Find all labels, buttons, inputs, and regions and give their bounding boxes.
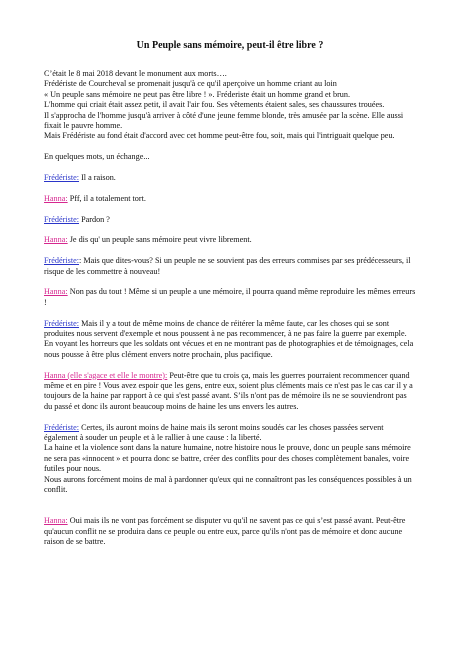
speaker-frederiste: Frédériste: [44,173,80,183]
intro-line: L'homme qui criait était assez petit, il avait l'air fou. Ses vêtements étaient sales, ses chaussures trouées. [44,100,385,110]
intro-line: Frédériste de Courcheval se promenait jusqu'à ce qu'il aperçoive un homme criant au loin [44,79,337,89]
intro-line: Il s'approcha de l'homme jusqu'à arriver à côté d'une jeune femme blonde, très amusée par la scène. Elle aussi fixait le pauvre homme. [44,110,404,131]
speaker-hanna-annotated: Hanna (elle s'agace et elle le montre): [44,370,168,380]
dialogue-text: Oui mais ils ne vont pas forcément se disputer vu qu'il ne savent pas ce qui s’est passé avant. Peut-être qu'aucun conflit ne se produira dans ce peuple ou entre eux, parce qu'ils n'ont pas de mémoire et donc aucune raison de se battre. [44,516,406,547]
intro-paragraph [44,69,416,142]
speaker-frederiste: Frédériste: [44,256,80,266]
intro-line: « Un peuple sans mémoire ne peut pas être libre ! ». Fréderiste était un homme grand et brun. [44,89,351,99]
dialogue-line [44,235,416,245]
dialogue-text: Non pas du tout ! Même si un peuple a une mémoire, il pourra quand même reproduire les mêmes erreurs ! [44,287,416,307]
dialogue-line [44,287,416,308]
dialogue-line [44,215,416,225]
dialogue-text: Mais il y a tout de même moins de chance de réitérer la même faute, car les choses qui se sont produites nous servent d'exemple et nous poussent à ne pas recommencer, à ne pas faire la guerre par exemple. En voyant les horreurs que les soldats ont vécues et en ne montrant pas de photographies et de témoignages, cela nous pousse à être plus clément envers notre prochain, plus pacifique. [44,318,414,359]
dialogue-line [44,371,416,413]
speaker-hanna: Hanna: [44,193,68,203]
speaker-hanna: Hanna: [44,516,68,526]
speaker-hanna: Hanna: [44,287,68,297]
speaker-frederiste: Frédériste: [44,214,80,224]
dialogue-text: Pff, il a totalement tort. [67,193,146,203]
speaker-hanna: Hanna: [44,235,68,245]
dialogue-line [44,173,416,183]
intro-line: Mais Frédériste au fond était d'accord avec cet homme peut-être fou, soit, mais qui l'intriguait quelque peu. [44,131,395,141]
dialogue-text: Il a raison. [79,173,116,183]
speaker-frederiste: Frédériste: [44,318,80,328]
dialogue-text: Je dis qu' un peuple sans mémoire peut vivre librement. [67,235,252,245]
dialogue-line [44,516,416,547]
dialogue-text: Peut-être que tu crois ça, mais les guerres pourraient recommencer quand même et en pire ! Vous avez espoir que les gens, entre eux, soient plus cléments mais ce n'est pas le cas car il y a toujours de la haine par rapport à ce qui s'est passé avant. S’ils n'ont pas de mémoire ils ne se souviendront pas du passé et donc ils auront beaucoup moins de haine les uns envers les autres. [44,370,413,411]
blank-line [44,506,416,516]
dialogue-text: Nous aurons forcément moins de mal à pardonner qu'eux qui ne connaîtront pas les conséquences possibles à un conflit. [44,474,412,495]
document-title: Un Peuple sans mémoire, peut-il être libre ? [136,40,324,51]
intro-line: C’était le 8 mai 2018 devant le monument aux morts…. [44,69,227,78]
dialogue-line [44,319,416,361]
dialogue-text: Pardon ? [79,214,110,224]
dialogue-text: La haine et la violence sont dans la nature humaine, notre histoire nous le prouve, donc un peuple sans mémoire ne sera pas «innocent » et pourra donc se battre, créer des conflits pour des choses complètement banales, voire futiles pour nous. [44,443,411,474]
dialogue-text: : Mais que dites-vous? Si un peuple ne se souvient pas des erreurs commises par ses prédécesseurs, il risque de les commettre à nouveau! [44,256,411,276]
transition-text: En quelques mots, un échange... [44,152,150,162]
dialogue-line [44,194,416,204]
speaker-frederiste: Frédériste: [44,422,80,432]
dialogue-line [44,423,416,496]
dialogue-text: Certes, ils auront moins de haine mais ils seront moins soudés car les choses passées servent également à souder un peuple et à le rallier à une cause : la liberté. [44,422,384,443]
dialogue-line [44,256,416,277]
